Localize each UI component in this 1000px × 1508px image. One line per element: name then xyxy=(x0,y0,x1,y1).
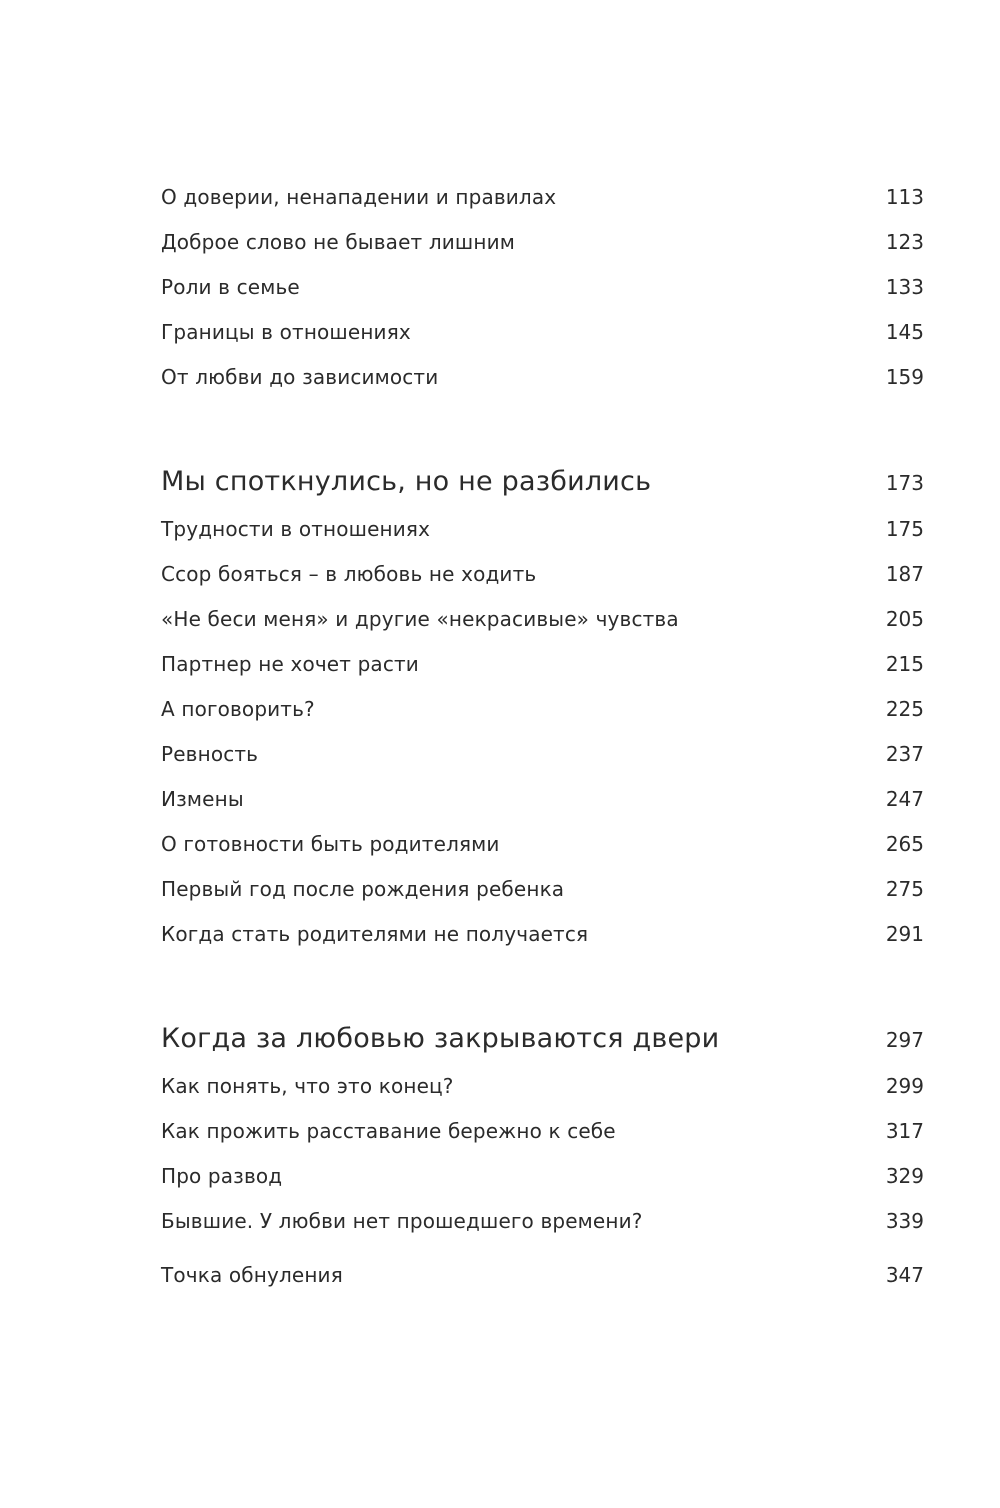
toc-entry-page: 159 xyxy=(885,365,924,389)
toc-entry-title: Ревность xyxy=(161,742,259,766)
toc-entry[interactable] xyxy=(161,652,924,684)
toc-entry-page: 175 xyxy=(885,517,924,541)
toc-entry[interactable] xyxy=(161,1119,924,1151)
toc-entry[interactable] xyxy=(161,562,924,594)
toc-section-title: Когда за любовью закрываются двери xyxy=(161,1023,720,1054)
toc-entry-page: 187 xyxy=(885,562,924,586)
toc-entry-page: 123 xyxy=(885,230,924,254)
toc-section-page: 297 xyxy=(885,1028,924,1052)
toc-entry-page: 133 xyxy=(885,275,924,299)
toc-entry[interactable] xyxy=(161,185,924,217)
toc-entry[interactable] xyxy=(161,877,924,909)
toc-entry-title: Измены xyxy=(161,787,244,811)
toc-entry-page: 275 xyxy=(885,877,924,901)
toc-entry[interactable] xyxy=(161,320,924,352)
toc-entry[interactable] xyxy=(161,365,924,397)
toc-entry-title: Партнер не хочет расти xyxy=(161,652,419,676)
toc-entry-page: 329 xyxy=(885,1164,924,1188)
toc-entry[interactable] xyxy=(161,1164,924,1196)
toc-entry[interactable] xyxy=(161,517,924,549)
toc-entry-title: Доброе слово не бывает лишним xyxy=(161,230,515,254)
toc-entry[interactable] xyxy=(161,607,924,639)
toc-entry-title: Когда стать родителями не получается xyxy=(161,922,589,946)
toc-section-page: 173 xyxy=(885,471,924,495)
toc-entry[interactable] xyxy=(161,832,924,864)
toc-entry-title: Про развод xyxy=(161,1164,283,1188)
toc-entry-page: 145 xyxy=(885,320,924,344)
toc-entry-page: 347 xyxy=(885,1263,924,1287)
toc-entry-page: 339 xyxy=(885,1209,924,1233)
toc-entry-page: 237 xyxy=(885,742,924,766)
toc-entry-page: 299 xyxy=(885,1074,924,1098)
toc-entry-title: Точка обнуления xyxy=(161,1263,343,1287)
toc-entry-closing[interactable] xyxy=(161,1263,924,1295)
toc-entry-title: Границы в отношениях xyxy=(161,320,411,344)
toc-entry-title: А поговорить? xyxy=(161,697,315,721)
toc-entry[interactable] xyxy=(161,1074,924,1106)
toc-entry-page: 215 xyxy=(885,652,924,676)
toc-entry-page: 113 xyxy=(885,185,924,209)
toc-entry[interactable] xyxy=(161,742,924,774)
toc-entry-title: От любви до зависимости xyxy=(161,365,439,389)
toc-section-heading[interactable] xyxy=(161,466,924,506)
toc-entry[interactable] xyxy=(161,697,924,729)
toc-entry-page: 317 xyxy=(885,1119,924,1143)
toc-entry-title: Бывшие. У любви нет прошедшего времени? xyxy=(161,1209,643,1233)
toc-section-heading[interactable] xyxy=(161,1023,924,1063)
toc-entry-title: «Не беси меня» и другие «некрасивые» чувства xyxy=(161,607,679,631)
toc-entry-page: 225 xyxy=(885,697,924,721)
toc-entry-title: Трудности в отношениях xyxy=(161,517,431,541)
toc-entry[interactable] xyxy=(161,922,924,954)
toc-entry-title: Первый год после рождения ребенка xyxy=(161,877,565,901)
toc-entry[interactable] xyxy=(161,1209,924,1241)
toc-entry-title: Как прожить расставание бережно к себе xyxy=(161,1119,616,1143)
toc-entry-title: Ссор бояться – в любовь не ходить xyxy=(161,562,537,586)
toc-entry-page: 205 xyxy=(885,607,924,631)
toc-entry[interactable] xyxy=(161,787,924,819)
toc-entry-page: 265 xyxy=(885,832,924,856)
toc-entry[interactable] xyxy=(161,230,924,262)
toc-entry-title: Роли в семье xyxy=(161,275,300,299)
toc-section-title: Мы споткнулись, но не разбились xyxy=(161,466,652,497)
toc-entry[interactable] xyxy=(161,275,924,307)
toc-entry-title: О готовности быть родителями xyxy=(161,832,500,856)
toc-entry-page: 247 xyxy=(885,787,924,811)
toc-entry-page: 291 xyxy=(885,922,924,946)
toc-entry-title: Как понять, что это конец? xyxy=(161,1074,454,1098)
toc-entry-title: О доверии, ненападении и правилах xyxy=(161,185,557,209)
